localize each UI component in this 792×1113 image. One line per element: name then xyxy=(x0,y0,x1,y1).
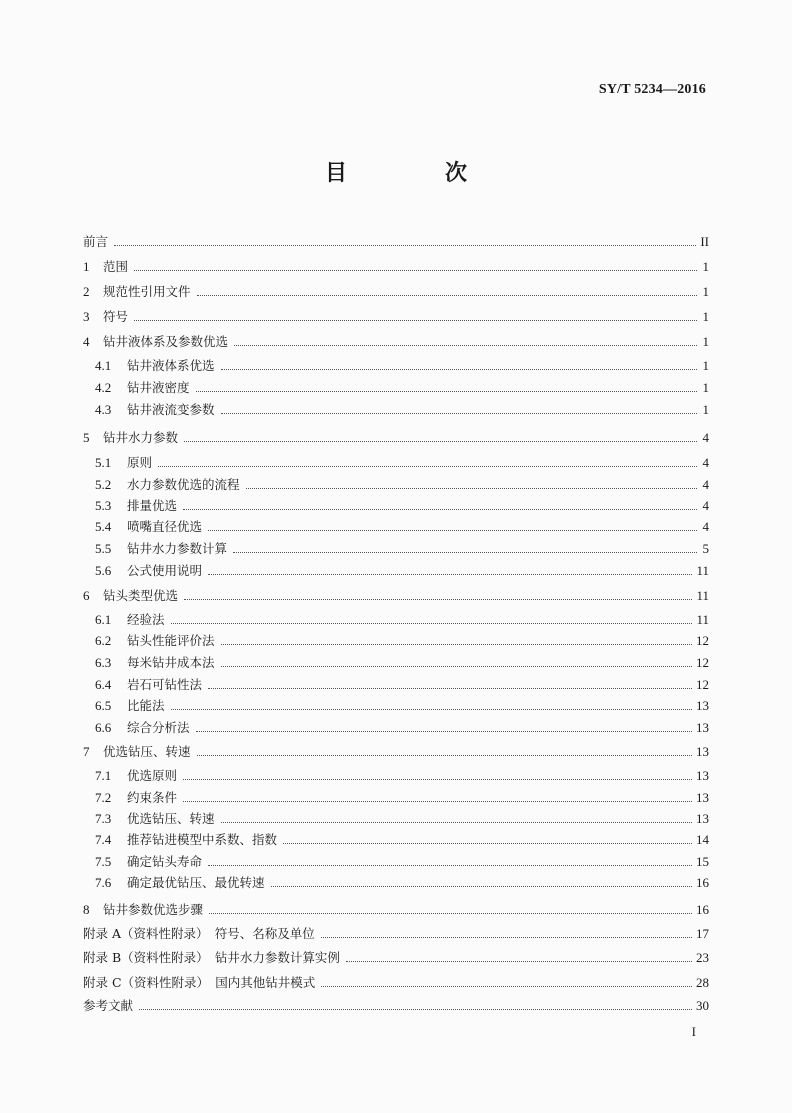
toc-entry-number: 6.4 xyxy=(95,677,112,692)
dot-leader xyxy=(114,232,696,246)
dot-leader xyxy=(183,788,692,802)
toc-entry-number: 5.4 xyxy=(95,519,112,534)
toc-entry-title: 推荐钻进模型中系数、指数 xyxy=(127,832,278,847)
toc-entry[interactable] xyxy=(95,788,709,808)
toc-entry[interactable] xyxy=(95,830,709,850)
toc-entry-title: 钻井水力参数 xyxy=(103,430,179,445)
toc-entry-number: 5.6 xyxy=(95,563,112,578)
toc-entry[interactable] xyxy=(95,400,709,420)
toc-entry[interactable] xyxy=(83,332,709,352)
toc-entry-page: 1 xyxy=(702,309,709,324)
dot-leader xyxy=(234,332,697,346)
toc-entry[interactable] xyxy=(95,718,709,738)
dot-leader xyxy=(221,356,697,370)
toc-entry[interactable] xyxy=(83,742,709,762)
toc-entry-page: 1 xyxy=(702,259,709,274)
dot-leader xyxy=(171,696,692,710)
toc-entry-title: 喷嘴直径优选 xyxy=(127,519,203,534)
page-number: I xyxy=(691,1024,696,1039)
toc-entry-title: 排量优选 xyxy=(127,498,178,513)
toc-entry-title: 前言 xyxy=(83,234,109,249)
dot-leader xyxy=(209,900,692,914)
toc-entry-page: 1 xyxy=(702,402,709,417)
dot-leader xyxy=(196,718,692,732)
dot-leader xyxy=(139,996,692,1010)
toc-entry-page: 13 xyxy=(696,720,709,735)
toc-entry-page: 11 xyxy=(696,612,709,627)
toc-entry-number: 6.6 xyxy=(95,720,112,735)
toc-entry[interactable] xyxy=(95,809,709,829)
toc-entry-number: 4.2 xyxy=(95,380,112,395)
toc-entry-number: 1 xyxy=(83,259,90,274)
toc-entry-title: 钻井液体系及参数优选 xyxy=(103,334,229,349)
toc-entry-page: 1 xyxy=(702,334,709,349)
toc-entry-page: 1 xyxy=(702,358,709,373)
dot-leader xyxy=(221,653,692,667)
toc-entry-number: 5.3 xyxy=(95,498,112,513)
toc-entry-page: 12 xyxy=(696,633,709,648)
toc-entry[interactable] xyxy=(83,428,709,448)
toc-entry-page: 30 xyxy=(696,998,709,1013)
toc-entry-title: 附录 A（资料性附录） 符号、名称及单位 xyxy=(83,926,315,941)
dot-leader xyxy=(321,973,692,987)
dot-leader xyxy=(208,517,697,531)
toc-entry-number: 7.6 xyxy=(95,875,112,890)
toc-entry[interactable] xyxy=(95,496,709,516)
toc-entry-title: 附录 C（资料性附录） 国内其他钻井模式 xyxy=(83,975,316,990)
toc-entry[interactable] xyxy=(95,766,709,786)
toc-entry-title: 原则 xyxy=(127,455,153,470)
dot-leader xyxy=(233,539,697,553)
toc-entry-number: 7.1 xyxy=(95,768,112,783)
toc-entry[interactable] xyxy=(83,586,709,606)
toc-entry[interactable] xyxy=(95,378,709,398)
dot-leader xyxy=(321,924,692,938)
toc-entry-number: 2 xyxy=(83,284,90,299)
toc-entry-title: 规范性引用文件 xyxy=(103,284,191,299)
toc-entry[interactable] xyxy=(95,356,709,376)
toc-entry-page: 13 xyxy=(696,744,709,759)
standard-code: SY/T 5234—2016 xyxy=(598,82,706,97)
toc-entry-page: 1 xyxy=(702,380,709,395)
toc-entry[interactable] xyxy=(95,475,709,495)
toc-entry[interactable] xyxy=(95,561,709,581)
toc-entry-title: 钻井液流变参数 xyxy=(127,402,215,417)
toc-entry-title: 约束条件 xyxy=(127,790,178,805)
toc-entry-number: 4.1 xyxy=(95,358,112,373)
dot-leader xyxy=(283,830,692,844)
toc-entry-page: 13 xyxy=(696,790,709,805)
toc-entry[interactable] xyxy=(95,873,709,893)
page-title: 目 次 xyxy=(324,161,505,186)
toc-entry-title: 钻井参数优选步骤 xyxy=(103,902,204,917)
dot-leader xyxy=(158,453,697,467)
dot-leader xyxy=(346,948,692,962)
toc-entry[interactable] xyxy=(95,852,709,872)
toc-entry-number: 6.5 xyxy=(95,698,112,713)
toc-entry-number: 6.1 xyxy=(95,612,112,627)
toc-entry-page: II xyxy=(700,234,709,249)
dot-leader xyxy=(197,742,692,756)
toc-entry-number: 4.3 xyxy=(95,402,112,417)
toc-entry-page: 16 xyxy=(696,875,709,890)
toc-entry[interactable] xyxy=(83,257,709,277)
toc-entry-page: 13 xyxy=(696,698,709,713)
toc-entry[interactable] xyxy=(95,517,709,537)
toc-entry[interactable] xyxy=(95,610,709,630)
toc-entry[interactable] xyxy=(95,631,709,651)
dot-leader xyxy=(271,873,692,887)
toc-entry[interactable] xyxy=(83,996,709,1016)
dot-leader xyxy=(246,475,697,489)
toc-entry-title: 每米钻井成本法 xyxy=(127,655,215,670)
toc-entry-number: 4 xyxy=(83,334,90,349)
toc-entry-number: 5 xyxy=(83,430,90,445)
toc-entry-number: 6 xyxy=(83,588,90,603)
dot-leader xyxy=(134,307,697,321)
toc-entry-number: 6.3 xyxy=(95,655,112,670)
dot-leader xyxy=(184,586,692,600)
toc-entry-page: 13 xyxy=(696,811,709,826)
toc-entry[interactable] xyxy=(95,539,709,559)
toc-entry-title: 水力参数优选的流程 xyxy=(127,477,240,492)
toc-entry-number: 7.5 xyxy=(95,854,112,869)
toc-entry-title: 钻井水力参数计算 xyxy=(127,541,228,556)
toc-entry-title: 优选钻压、转速 xyxy=(127,811,215,826)
toc-entry-title: 确定最优钻压、最优转速 xyxy=(127,875,265,890)
toc-entry-page: 12 xyxy=(696,655,709,670)
dot-leader xyxy=(221,809,692,823)
toc-entry[interactable] xyxy=(83,282,709,302)
toc-entry-number: 5.2 xyxy=(95,477,112,492)
toc-entry-title: 比能法 xyxy=(127,698,165,713)
dot-leader xyxy=(208,561,692,575)
toc-entry-page: 4 xyxy=(702,519,709,534)
dot-leader xyxy=(208,675,692,689)
dot-leader xyxy=(183,496,697,510)
dot-leader xyxy=(196,378,697,392)
toc-entry-number: 8 xyxy=(83,902,90,917)
toc-entry-title: 钻井液体系优选 xyxy=(127,358,215,373)
toc-entry[interactable] xyxy=(83,948,709,968)
toc-entry-title: 经验法 xyxy=(127,612,165,627)
toc-entry-page: 5 xyxy=(702,541,709,556)
toc-entry-title: 钻头类型优选 xyxy=(103,588,179,603)
toc-entry[interactable] xyxy=(95,675,709,695)
toc-entry-page: 17 xyxy=(696,926,709,941)
toc-entry-title: 优选钻压、转速 xyxy=(103,744,191,759)
toc-entry-number: 7.4 xyxy=(95,832,112,847)
dot-leader xyxy=(221,400,697,414)
dot-leader xyxy=(184,428,697,442)
toc-entry-page: 15 xyxy=(696,854,709,869)
dot-leader xyxy=(197,282,697,296)
toc-entry-page: 14 xyxy=(696,832,709,847)
toc-entry[interactable] xyxy=(83,924,709,944)
dot-leader xyxy=(134,257,697,271)
toc-entry-page: 4 xyxy=(702,430,709,445)
toc-entry-page: 11 xyxy=(696,588,709,603)
toc-entry-page: 23 xyxy=(696,950,709,965)
toc-entry-title: 优选原则 xyxy=(127,768,178,783)
toc-entry-title: 符号 xyxy=(103,309,129,324)
toc-entry-page: 4 xyxy=(702,477,709,492)
toc-entry[interactable] xyxy=(95,696,709,716)
dot-leader xyxy=(171,610,693,624)
toc-entry[interactable] xyxy=(95,453,709,473)
toc-entry-title: 附录 B（资料性附录） 钻井水力参数计算实例 xyxy=(83,950,340,965)
toc-entry-title: 参考文献 xyxy=(83,998,134,1013)
toc-entry-number: 7.3 xyxy=(95,811,112,826)
dot-leader xyxy=(208,852,692,866)
dot-leader xyxy=(221,631,692,645)
toc-entry-page: 16 xyxy=(696,902,709,917)
toc-entry-number: 5.5 xyxy=(95,541,112,556)
toc-entry-page: 12 xyxy=(696,677,709,692)
toc-entry-title: 钻头性能评价法 xyxy=(127,633,215,648)
toc-entry-page: 13 xyxy=(696,768,709,783)
toc-entry-title: 综合分析法 xyxy=(127,720,190,735)
toc-entry-title: 确定钻头寿命 xyxy=(127,854,203,869)
toc-entry-title: 钻井液密度 xyxy=(127,380,190,395)
toc-entry-page: 1 xyxy=(702,284,709,299)
toc-entry[interactable] xyxy=(83,307,709,327)
toc-entry-number: 7 xyxy=(83,744,90,759)
dot-leader xyxy=(183,766,692,780)
toc-entry[interactable] xyxy=(83,232,709,252)
toc-entry[interactable] xyxy=(95,653,709,673)
toc-entry-page: 4 xyxy=(702,498,709,513)
toc-entry-number: 3 xyxy=(83,309,90,324)
toc-entry-page: 11 xyxy=(696,563,709,578)
toc-entry[interactable] xyxy=(83,900,709,920)
toc-entry-title: 岩石可钻性法 xyxy=(127,677,203,692)
toc-entry-title: 公式使用说明 xyxy=(127,563,203,578)
toc-entry-number: 5.1 xyxy=(95,455,112,470)
toc-entry-title: 范围 xyxy=(103,259,129,274)
toc-entry-page: 4 xyxy=(702,455,709,470)
toc-entry-number: 6.2 xyxy=(95,633,112,648)
toc-entry-page: 28 xyxy=(696,975,709,990)
toc-entry-number: 7.2 xyxy=(95,790,112,805)
toc-entry[interactable] xyxy=(83,973,709,993)
